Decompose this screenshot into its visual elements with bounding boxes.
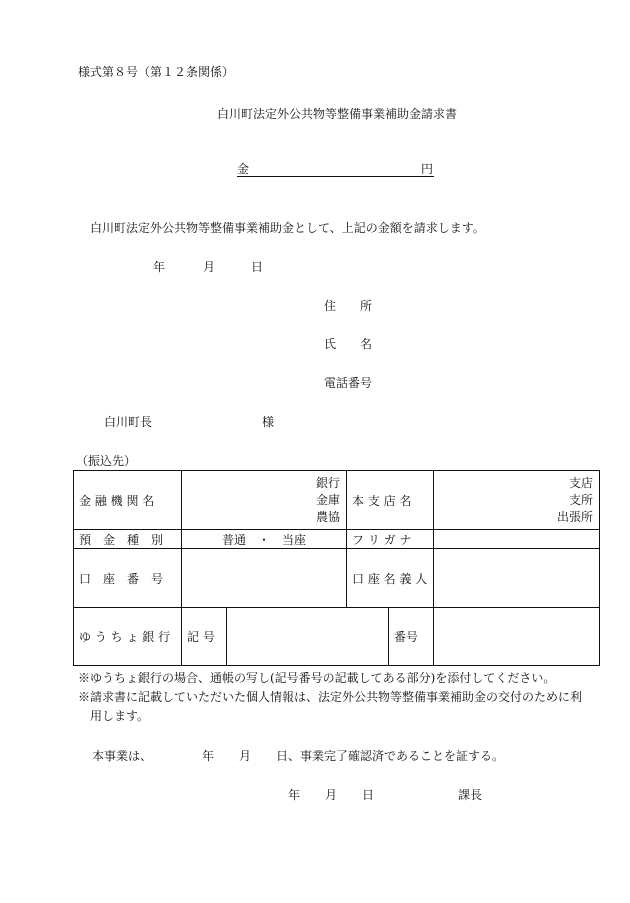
footer-month: 月 <box>325 788 338 802</box>
bango-label: 番号 <box>394 630 419 644</box>
furigana-label: フ リ ガ ナ <box>352 532 412 547</box>
furigana-field[interactable] <box>434 530 600 549</box>
request-statement: 白川町法定外公共物等整備事業補助金として、上記の金額を請求します。 <box>90 221 485 235</box>
addressee-honorific: 様 <box>262 415 275 429</box>
amount-suffix: 円 <box>421 162 434 176</box>
account-holder-label: 口 座 名 義 人 <box>352 571 428 586</box>
yucho-label: ゆ う ち ょ 銀 行 <box>79 630 171 644</box>
cert-month: 月 <box>239 749 252 763</box>
name-label: 氏 名 <box>324 337 373 351</box>
yucho-label-cell <box>74 608 182 666</box>
address-label: 住 所 <box>324 299 373 313</box>
note-privacy-cont: 用します。 <box>78 709 150 723</box>
account-holder-field[interactable] <box>434 549 600 608</box>
transfer-heading: （振込先） <box>76 454 137 468</box>
note-privacy: ※請求書に記載していただいた個人情報は、法定外公共物等整備事業補助金の交付のために利 <box>78 690 583 704</box>
institution-label: 金 融 機 関 名 <box>79 493 155 508</box>
branch-name-field[interactable] <box>434 471 600 530</box>
branch-label: 本 支 店 名 <box>352 493 412 508</box>
amount-prefix: 金 <box>237 162 250 176</box>
bango-field[interactable] <box>434 608 600 666</box>
kigo-label-cell <box>182 608 227 666</box>
institution-type-ja: 農協 <box>316 509 341 524</box>
amount-underline <box>237 176 434 177</box>
deposit-type-options: 普通 ・ 当座 <box>222 532 307 547</box>
form-number: 様式第８号（第１２条関係） <box>78 65 235 79</box>
form-title: 白川町法定外公共物等整備事業補助金請求書 <box>217 107 458 121</box>
date-month: 月 <box>203 260 216 274</box>
institution-label-cell <box>74 471 182 530</box>
account-number-field[interactable] <box>182 549 347 608</box>
account-holder-label-cell <box>347 549 434 608</box>
institution-type-shinkin: 金庫 <box>316 492 341 507</box>
addressee-mayor: 白川町長 <box>104 415 153 429</box>
deposit-type-field[interactable] <box>182 530 347 549</box>
branch-type-shisho: 支所 <box>569 492 594 507</box>
note-yucho: ※ゆうちょ銀行の場合、通帳の写し(記号番号の記載してある部分)を添付してください。 <box>78 671 556 685</box>
branch-type-shutchojo: 出張所 <box>557 509 594 524</box>
footer-year: 年 <box>288 788 301 802</box>
deposit-type-label: 預 金 種 別 <box>79 532 164 547</box>
kigo-field[interactable] <box>227 608 389 666</box>
cert-prefix: 本事業は、 <box>92 749 153 763</box>
phone-label: 電話番号 <box>324 376 373 390</box>
cert-suffix: 日、事業完了確認済であることを証する。 <box>276 749 505 763</box>
cert-year: 年 <box>202 749 215 763</box>
footer-day: 日 <box>362 788 375 802</box>
branch-type-shiten: 支店 <box>569 475 594 490</box>
kigo-label: 記 号 <box>187 630 215 644</box>
account-number-label: 口 座 番 号 <box>79 571 164 586</box>
bank-table <box>73 470 600 666</box>
bango-label-cell <box>389 608 434 666</box>
furigana-label-cell <box>347 530 434 549</box>
account-number-label-cell <box>74 549 182 608</box>
footer-title: 課長 <box>458 788 483 802</box>
institution-name-field[interactable] <box>182 471 347 530</box>
date-year: 年 <box>153 260 166 274</box>
branch-label-cell <box>347 471 434 530</box>
deposit-type-label-cell <box>74 530 182 549</box>
institution-type-bank: 銀行 <box>316 475 341 490</box>
date-day: 日 <box>251 260 264 274</box>
